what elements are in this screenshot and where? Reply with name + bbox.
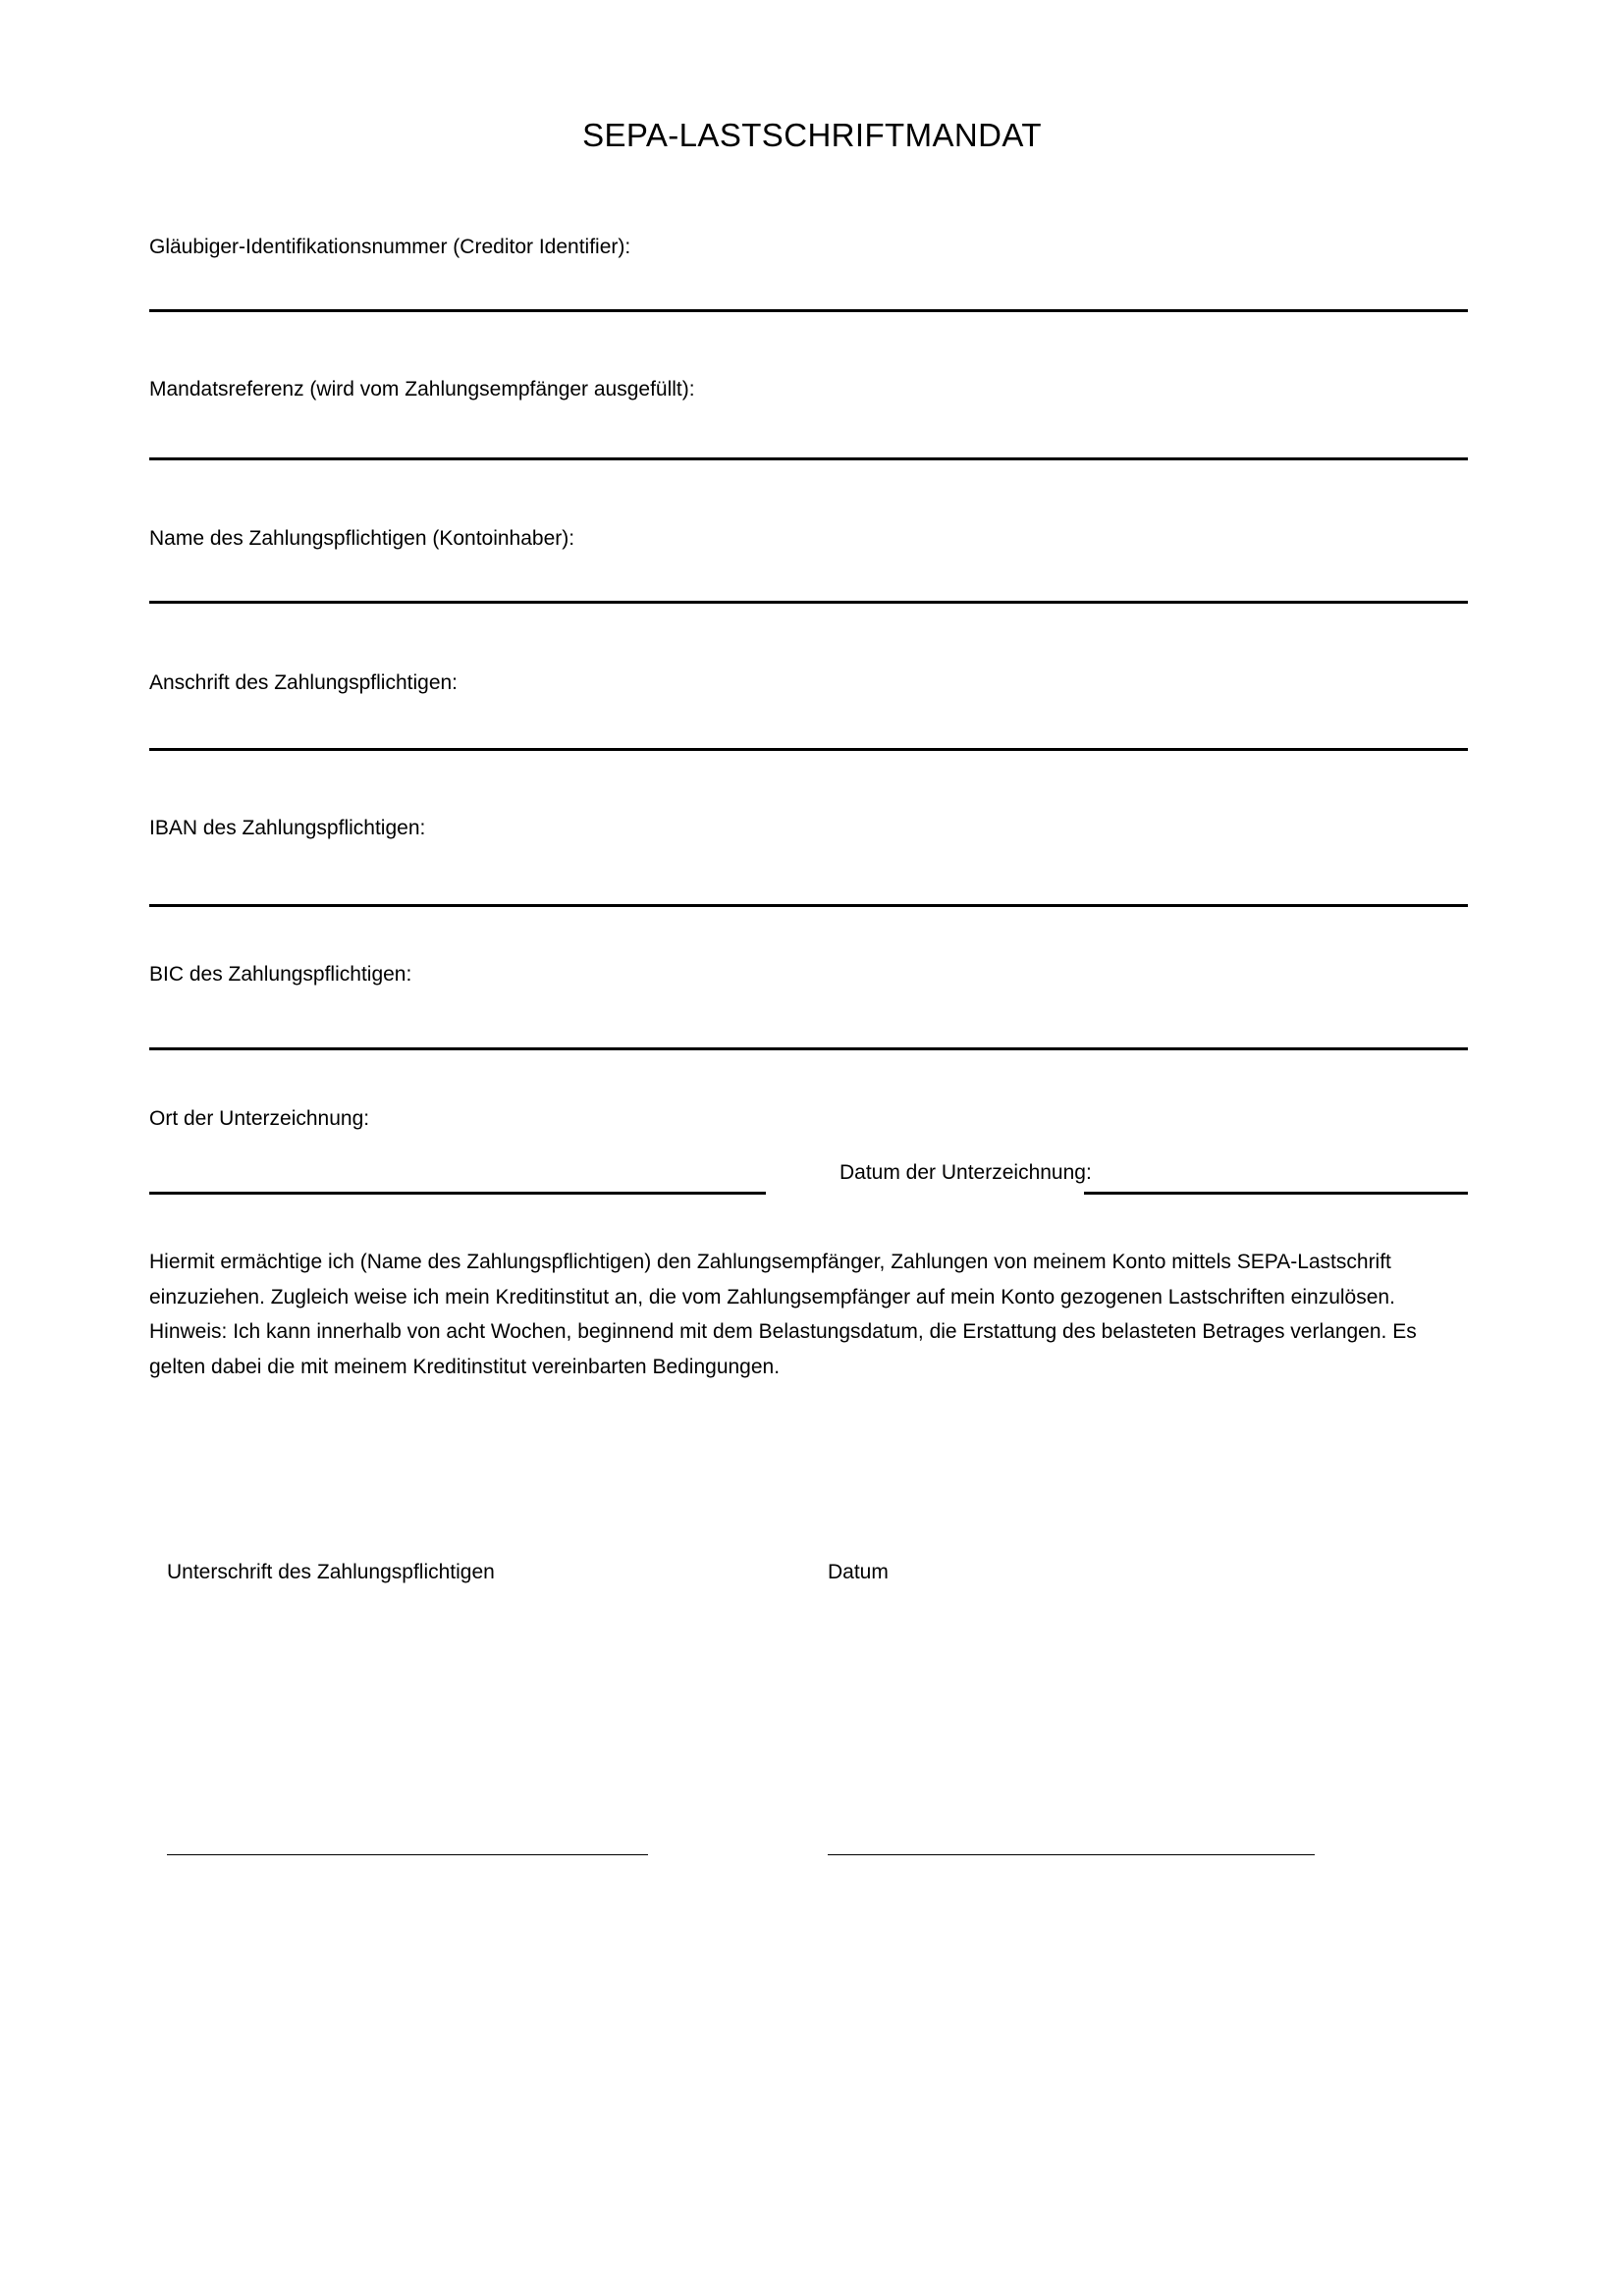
- field-signing-place: [149, 1105, 369, 1133]
- field-input-mandate-reference[interactable]: [149, 457, 1468, 460]
- signature-line-date[interactable]: [828, 1854, 1315, 1855]
- mandate-text-block: [149, 1245, 1475, 1384]
- field-label-debtor-bic: BIC des Zahlungspflichtigen:: [149, 963, 412, 986]
- field-input-creditor-identifier[interactable]: [149, 309, 1468, 312]
- field-input-debtor-name[interactable]: [149, 601, 1468, 604]
- field-debtor-address: [149, 669, 458, 697]
- field-label-signing-date: Datum der Unterzeichnung:: [839, 1161, 1092, 1184]
- field-input-signing-place[interactable]: [149, 1192, 766, 1195]
- field-label-mandate-reference: Mandatsreferenz (wird vom Zahlungsempfänger ausgefüllt):: [149, 378, 695, 400]
- signature-label-debtor: Unterschrift des Zahlungspflichtigen: [167, 1561, 495, 1583]
- field-label-debtor-iban: IBAN des Zahlungspflichtigen:: [149, 817, 426, 839]
- field-label-signing-place: Ort der Unterzeichnung:: [149, 1107, 370, 1130]
- field-label-creditor-identifier: Gläubiger-Identifikationsnummer (Creditor Identifier):: [149, 236, 631, 258]
- field-input-signing-date[interactable]: [1084, 1192, 1468, 1195]
- signature-label-date: Datum: [828, 1561, 889, 1583]
- field-label-debtor-name: Name des Zahlungspflichtigen (Kontoinhaber):: [149, 527, 575, 550]
- field-mandate-reference: [149, 376, 695, 403]
- field-label-debtor-address: Anschrift des Zahlungspflichtigen:: [149, 671, 459, 694]
- page-title: SEPA-LASTSCHRIFTMANDAT: [582, 117, 1042, 153]
- mandate-text: Hiermit ermächtige ich (Name des Zahlungspflichtigen) den Zahlungsempfänger, Zahlungen von meinem Konto mittels SEPA-Lastschrift einzuziehen. Zugleich weise ich mein Kreditinstitut an, die vom Zahlungsempfänger auf mein Konto gezogenen Lastschriften einzulösen. Hinweis: Ich kann innerhalb von acht Wochen, beginnend mit dem Belastungsdatum, die Erstattung des belasteten Betrages verlangen. Es gelten dabei die mit meinem Kreditinstitut vereinbarten Bedingungen.: [149, 1251, 1417, 1378]
- field-debtor-iban: [149, 815, 425, 842]
- field-input-debtor-address[interactable]: [149, 748, 1468, 751]
- field-creditor-identifier: [149, 234, 630, 261]
- field-debtor-bic: [149, 961, 411, 988]
- field-input-debtor-bic[interactable]: [149, 1047, 1468, 1050]
- signature-line-debtor[interactable]: [167, 1854, 648, 1855]
- field-input-debtor-iban[interactable]: [149, 904, 1468, 907]
- field-debtor-name: [149, 525, 574, 553]
